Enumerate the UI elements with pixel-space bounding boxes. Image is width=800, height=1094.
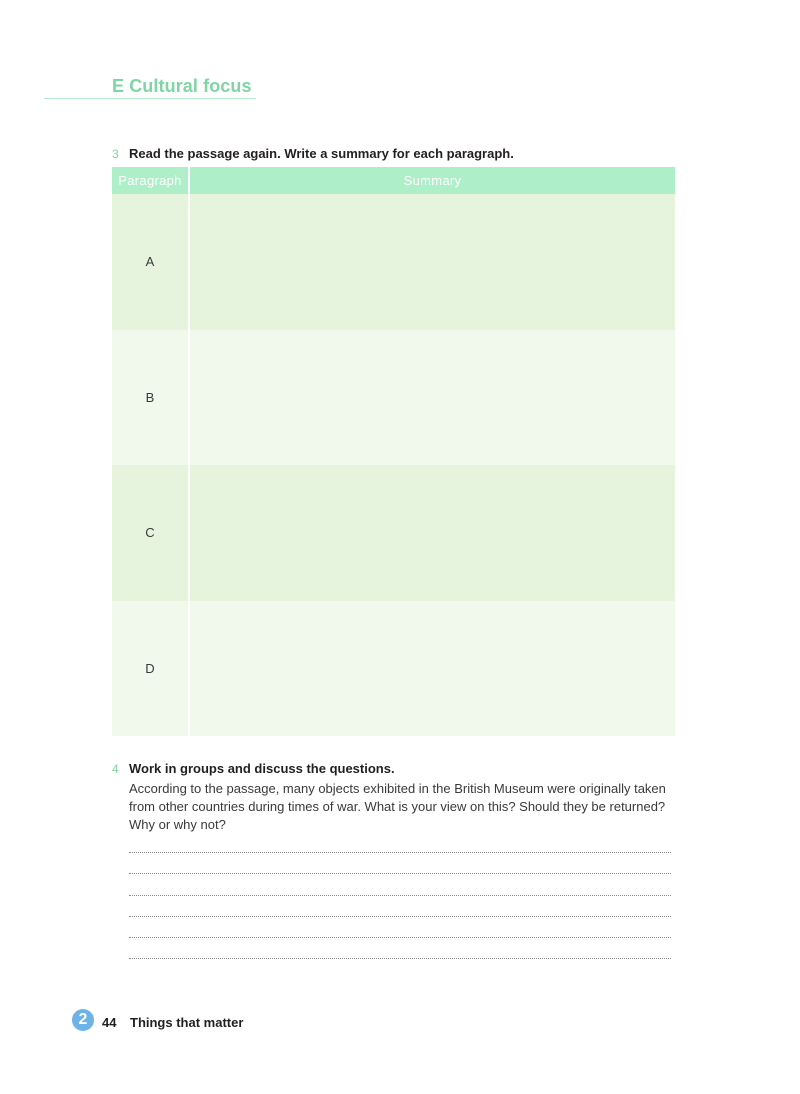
paragraph-label-cell: C <box>112 465 189 601</box>
answer-line[interactable] <box>129 937 671 958</box>
paragraph-label-cell: B <box>112 330 189 466</box>
unit-number-badge: 2 <box>72 1009 94 1031</box>
section-title: E Cultural focus <box>112 76 252 96</box>
answer-line[interactable] <box>129 852 671 873</box>
table-row <box>112 330 675 466</box>
table-row <box>112 194 675 330</box>
section-header <box>44 74 256 99</box>
answer-line[interactable] <box>129 873 671 894</box>
answer-lines <box>129 852 671 980</box>
summary-answer-cell[interactable] <box>189 330 675 466</box>
header-paragraph: Paragraph <box>112 167 189 194</box>
answer-line[interactable] <box>129 895 671 916</box>
exercise-4-number: 4 <box>112 762 119 776</box>
answer-line[interactable] <box>129 916 671 937</box>
summary-table <box>112 167 675 736</box>
table-row <box>112 465 675 601</box>
summary-answer-cell[interactable] <box>189 601 675 737</box>
summary-answer-cell[interactable] <box>189 194 675 330</box>
exercise-4-instruction: Work in groups and discuss the questions. <box>129 761 395 776</box>
paragraph-label-cell: A <box>112 194 189 330</box>
summary-answer-cell[interactable] <box>189 465 675 601</box>
exercise-4-body: According to the passage, many objects exhibited in the British Museum were originally taken from other countries during times of war. What is your view on this? Should they be returned? Why or why not? <box>129 781 666 832</box>
answer-line[interactable] <box>129 958 671 979</box>
unit-title: Things that matter <box>130 1015 244 1030</box>
header-summary: Summary <box>189 167 675 194</box>
exercise-3-instruction: Read the passage again. Write a summary for each paragraph. <box>129 146 514 161</box>
table-row <box>112 601 675 737</box>
table-header-row <box>112 167 675 194</box>
exercise-3-number: 3 <box>112 147 119 161</box>
paragraph-label-cell: D <box>112 601 189 737</box>
page-number: 44 <box>102 1015 117 1030</box>
